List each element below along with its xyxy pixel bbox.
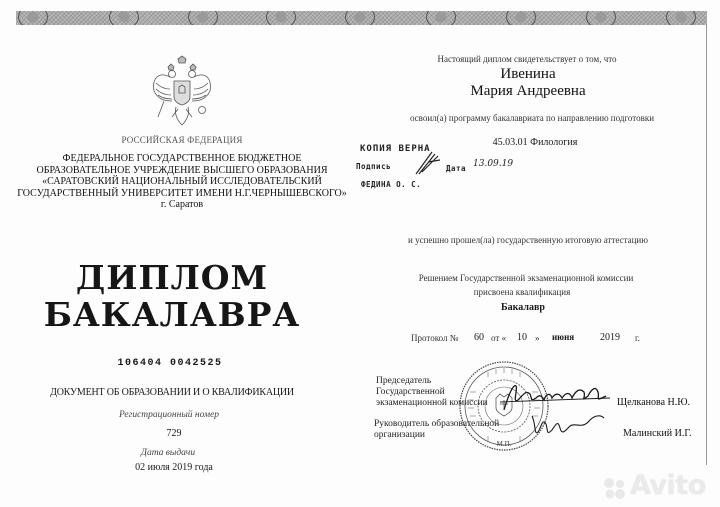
copy-stamp-date-label: Дата [446, 164, 467, 173]
program-code-name: 45.03.01 Филология [492, 137, 578, 148]
signatory-chairman-name: Щелканова Н.Ю. [617, 397, 691, 408]
city: г. Саратов [160, 199, 204, 210]
program-text: освоил(а) программу бакалавриата по направлению подготовки [409, 113, 655, 123]
reg-number-label: Регистрационный номер [118, 410, 220, 420]
decision-line-1: Решением Государственной экзаменационной комиссии [418, 273, 634, 283]
decision-line-2: присвоена квалификация [473, 287, 571, 297]
protocol-year-suffix: г. [635, 333, 640, 343]
svg-text:М.П.: М.П. [496, 440, 512, 448]
diploma-title [44, 259, 301, 333]
protocol-year: 2019 [600, 332, 620, 343]
organization-name [17, 153, 346, 199]
graduate-name [470, 66, 585, 100]
copy-stamp-signature [414, 148, 442, 176]
copy-stamp-date-value: 13.09.19 [473, 159, 514, 169]
page-edge-line [706, 25, 707, 465]
protocol-label: Протокол № [411, 333, 459, 343]
reg-number-value: 729 [166, 428, 182, 439]
title-line-1: ДИПЛОМ [75, 258, 269, 297]
serial-number: 106404 0042525 [117, 358, 223, 369]
signatory-chairman-role [376, 376, 488, 409]
org-line-3: «САРАТОВСКИЙ НАЦИОНАЛЬНЫЙ ИССЛЕДОВАТЕЛЬСКИЙ [42, 176, 322, 187]
org-line-4: ГОСУДАРСТВЕННЫЙ УНИВЕРСИТЕТ ИМЕНИ Н.Г.ЧЕРНЫШЕВСКОГО» [17, 187, 347, 199]
document-type: ДОКУМЕНТ ОБ ОБРАЗОВАНИИ И О КВАЛИФИКАЦИИ [50, 387, 294, 398]
chairman-signature [500, 380, 612, 414]
title-line-2: БАКАЛАВРА [43, 295, 301, 334]
certifies-text: Настоящий диплом свидетельствует о том, что [437, 54, 617, 64]
coat-of-arms-icon [150, 55, 214, 131]
chairman-role-line-2: Государственной [376, 387, 445, 397]
issue-date-label: Дата выдачи [140, 448, 196, 458]
avito-watermark: Avito [630, 470, 706, 501]
avito-logo-icon [602, 476, 628, 500]
org-line-1: ФЕДЕРАЛЬНОЕ ГОСУДАРСТВЕННОЕ БЮДЖЕТНОЕ [62, 153, 302, 164]
chairman-role-line-1: Председатель [376, 376, 432, 386]
protocol-day: 10 [517, 332, 527, 343]
head-signature [530, 410, 610, 440]
head-role-line-2: организации [374, 430, 426, 440]
graduate-surname: Ивенина [500, 66, 556, 82]
graduate-given-names: Мария Андреевна [470, 83, 586, 99]
copy-stamp-title: КОПИЯ ВЕРНА [360, 144, 431, 154]
protocol-from: от « [491, 333, 507, 343]
issue-date-value: 02 июля 2019 года [135, 462, 213, 473]
attestation-text: и успешно прошел(ла) государственную итоговую аттестацию [408, 235, 648, 245]
protocol-number: 60 [474, 332, 484, 343]
protocol-close-quote: » [535, 333, 540, 343]
head-role-line-1: Руководитель образовательной [374, 419, 500, 429]
decorative-guilloche-band [16, 11, 707, 25]
signatory-head-name: Малинский И.Г. [623, 428, 692, 439]
copy-stamp-name: ФЕДИНА О. С. [361, 180, 422, 189]
country-label: РОССИЙСКАЯ ФЕДЕРАЦИЯ [121, 135, 243, 145]
qualification: Бакалавр [501, 302, 545, 313]
org-line-2: ОБРАЗОВАТЕЛЬНОЕ УЧРЕЖДЕНИЕ ВЫСШЕГО ОБРАЗОВАНИЯ [36, 164, 328, 176]
protocol-month: июня [552, 332, 575, 342]
chairman-role-line-3: экзаменационной комиссии [376, 398, 488, 408]
signatory-head-role [374, 419, 499, 441]
copy-stamp-signature-label: Подпись [356, 162, 392, 171]
